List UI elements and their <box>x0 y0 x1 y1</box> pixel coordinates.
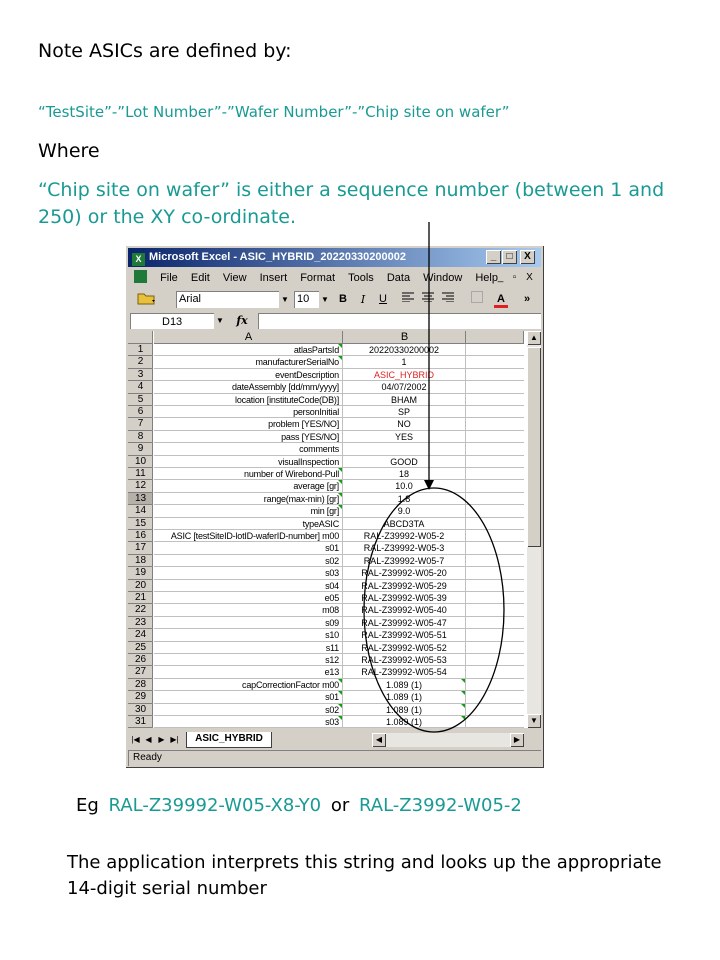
row-header[interactable]: 29 <box>128 691 153 703</box>
cell-a[interactable]: number of Wirebond-Pull <box>154 468 343 480</box>
cell-b[interactable]: RAL-Z39992-W05-20 <box>343 567 466 579</box>
cell-b[interactable]: 18 <box>343 468 466 480</box>
table-row <box>128 592 524 604</box>
table-row <box>128 418 524 430</box>
menu-edit[interactable]: Edit <box>190 272 210 284</box>
table-row <box>128 716 524 728</box>
table-row <box>128 580 524 592</box>
workbook-icon[interactable] <box>134 270 147 283</box>
cell-b[interactable]: RAL-Z39992-W05-3 <box>343 542 466 554</box>
excel-icon: X <box>132 253 145 266</box>
sheet-tab-asic-hybrid[interactable]: ASIC_HYBRID <box>186 732 272 748</box>
cell-c[interactable] <box>466 592 524 604</box>
maximize-button[interactable]: □ <box>502 250 517 264</box>
menu-format[interactable]: Format <box>300 272 336 284</box>
table-row <box>128 666 524 678</box>
table-row <box>128 505 524 517</box>
vertical-scrollbar[interactable] <box>527 331 541 728</box>
cell-a[interactable]: visualInspection <box>154 456 343 468</box>
font-size-select[interactable]: 10 ▼ <box>294 291 331 308</box>
table-row <box>128 691 524 703</box>
first-sheet-icon[interactable]: |◀ <box>131 735 140 744</box>
cell-b[interactable]: RAL-Z39992-W05-39 <box>343 592 466 604</box>
row-header[interactable]: 5 <box>128 394 153 406</box>
row-header[interactable]: 15 <box>128 518 153 530</box>
cell-b[interactable]: RAL-Z39992-W05-7 <box>343 555 466 567</box>
row-header[interactable]: 1 <box>128 344 153 356</box>
cell-c[interactable] <box>466 381 524 393</box>
cell-c[interactable] <box>466 580 524 592</box>
cell-a[interactable]: s02 <box>154 704 343 716</box>
table-row <box>128 443 524 455</box>
formatting-toolbar <box>128 289 541 311</box>
cell-c[interactable] <box>466 704 524 716</box>
excel-window <box>125 245 544 768</box>
row-header[interactable]: 12 <box>128 480 153 492</box>
row-header[interactable]: 14 <box>128 505 153 517</box>
cell-a[interactable]: location [instituteCode(DB)] <box>154 394 343 406</box>
cell-b[interactable]: RAL-Z39992-W05-2 <box>343 530 466 542</box>
cell-b[interactable]: YES <box>343 431 466 443</box>
status-text: Ready <box>133 752 162 763</box>
example-line <box>76 795 526 816</box>
cell-b[interactable]: 1.089 (1) <box>343 704 466 716</box>
row-header[interactable]: 24 <box>128 629 153 641</box>
borders-icon[interactable] <box>468 291 486 308</box>
column-header-a[interactable]: A <box>154 331 343 344</box>
cell-b[interactable]: 9.0 <box>343 505 466 517</box>
italic-button[interactable]: I <box>360 293 366 306</box>
cell-c[interactable] <box>466 716 524 728</box>
row-header[interactable]: 30 <box>128 704 153 716</box>
row-header[interactable]: 10 <box>128 456 153 468</box>
align-center-icon[interactable] <box>420 291 436 308</box>
spreadsheet-grid <box>128 331 541 728</box>
insert-function-icon[interactable]: fx <box>236 314 248 327</box>
chevron-down-icon[interactable]: ▼ <box>319 291 331 308</box>
table-row <box>128 530 524 542</box>
cell-a[interactable]: s01 <box>154 542 343 554</box>
application-explanation: The application interprets this string and looks up the appropriate 14-digit serial number <box>67 852 662 899</box>
prev-sheet-icon[interactable]: ◀ <box>145 735 152 744</box>
scroll-thumb[interactable] <box>527 347 541 547</box>
cell-c[interactable] <box>466 604 524 616</box>
cell-a[interactable]: s10 <box>154 629 343 641</box>
align-right-icon[interactable] <box>440 291 456 308</box>
table-row <box>128 679 524 691</box>
table-row <box>128 518 524 530</box>
open-folder-icon[interactable] <box>134 291 160 308</box>
cell-c[interactable] <box>466 518 524 530</box>
cell-b[interactable]: RAL-Z39992-W05-51 <box>343 629 466 641</box>
cell-c[interactable] <box>466 567 524 579</box>
cell-c[interactable] <box>466 344 524 356</box>
cell-a[interactable]: capCorrectionFactor m00 <box>154 679 343 691</box>
row-header[interactable]: 28 <box>128 679 153 691</box>
cell-a[interactable]: e05 <box>154 592 343 604</box>
row-header[interactable]: 27 <box>128 666 153 678</box>
minimize-button[interactable]: _ <box>486 250 501 264</box>
cell-c[interactable] <box>466 617 524 629</box>
row-header[interactable]: 13 <box>128 493 153 505</box>
table-row <box>128 468 524 480</box>
row-header[interactable]: 31 <box>128 716 153 728</box>
cell-b[interactable]: SP <box>343 406 466 418</box>
cell-a[interactable]: s04 <box>154 580 343 592</box>
cell-a[interactable]: s03 <box>154 716 343 728</box>
cell-a[interactable]: s02 <box>154 555 343 567</box>
table-row <box>128 381 524 393</box>
table-row <box>128 356 524 368</box>
menu-insert[interactable]: Insert <box>259 272 288 284</box>
cell-c[interactable] <box>466 456 524 468</box>
cell-a[interactable]: dateAssembly [dd/mm/yyyy] <box>154 381 343 393</box>
table-row <box>128 394 524 406</box>
table-row <box>128 344 524 356</box>
cell-c[interactable] <box>466 406 524 418</box>
cell-c[interactable] <box>466 394 524 406</box>
cell-b[interactable]: 1 <box>343 356 466 368</box>
cell-b[interactable]: RAL-Z39992-W05-29 <box>343 580 466 592</box>
cell-a[interactable]: s03 <box>154 567 343 579</box>
table-row <box>128 704 524 716</box>
cell-b[interactable]: ABCD3TA <box>343 518 466 530</box>
cell-b[interactable]: 1.089 (1) <box>343 691 466 703</box>
menu-data[interactable]: Data <box>386 272 411 284</box>
cell-b[interactable]: GOOD <box>343 456 466 468</box>
scroll-up-icon[interactable]: ▲ <box>527 331 541 345</box>
example-sequence-id: RAL-Z3992-W05-2 <box>358 795 522 816</box>
cell-a[interactable]: s09 <box>154 617 343 629</box>
cell-a[interactable]: s12 <box>154 654 343 666</box>
cell-a[interactable]: range(max-min) [gr] <box>154 493 343 505</box>
table-row <box>128 493 524 505</box>
asic-definition: “TestSite”-”Lot Number”-”Wafer Number”-”Chip site on wafer” <box>38 103 510 121</box>
row-header[interactable]: 22 <box>128 604 153 616</box>
workbook-restore-button[interactable]: ▫ <box>512 272 517 283</box>
row-header[interactable]: 26 <box>128 654 153 666</box>
table-row <box>128 604 524 616</box>
cell-c[interactable] <box>466 555 524 567</box>
row-header[interactable]: 11 <box>128 468 153 480</box>
cell-c[interactable] <box>466 642 524 654</box>
row-header[interactable]: 19 <box>128 567 153 579</box>
cell-a[interactable]: s01 <box>154 691 343 703</box>
column-header-b[interactable]: B <box>343 331 466 344</box>
note-heading: Note ASICs are defined by: <box>38 40 292 62</box>
cell-c[interactable] <box>466 666 524 678</box>
cell-a[interactable]: problem [YES/NO] <box>154 418 343 430</box>
name-box[interactable]: D13 ▼ <box>130 313 226 329</box>
underline-button[interactable]: U <box>379 293 387 305</box>
row-header[interactable]: 18 <box>128 555 153 567</box>
table-row <box>128 369 524 381</box>
row-header[interactable]: 7 <box>128 418 153 430</box>
row-header[interactable]: 21 <box>128 592 153 604</box>
cell-a[interactable]: manufacturerSerialNo <box>154 356 343 368</box>
row-header[interactable]: 16 <box>128 530 153 542</box>
cell-c[interactable] <box>466 530 524 542</box>
cell-c[interactable] <box>466 629 524 641</box>
title-bar <box>128 248 541 267</box>
row-header[interactable]: 4 <box>128 381 153 393</box>
menu-tools[interactable]: Tools <box>348 272 374 284</box>
cell-a[interactable]: ASIC [testSiteID-lotID-waferID-number] m00 <box>154 530 343 542</box>
table-row <box>128 567 524 579</box>
cell-b[interactable]: 04/07/2002 <box>343 381 466 393</box>
cell-a[interactable]: average [gr] <box>154 480 343 492</box>
cell-b[interactable]: RAL-Z39992-W05-40 <box>343 604 466 616</box>
menu-view[interactable]: View <box>222 272 247 284</box>
table-row <box>128 480 524 492</box>
cell-a[interactable]: eventDescription <box>154 369 343 381</box>
next-sheet-icon[interactable]: ▶ <box>158 735 165 744</box>
table-row <box>128 431 524 443</box>
chevron-down-icon[interactable]: ▼ <box>214 313 226 329</box>
window-title: Microsoft Excel - ASIC_HYBRID_20220330200002 <box>149 251 407 263</box>
cell-b[interactable]: RAL-Z39992-W05-54 <box>343 666 466 678</box>
status-bar <box>128 750 541 766</box>
row-header[interactable]: 23 <box>128 617 153 629</box>
bold-button[interactable]: B <box>339 293 347 305</box>
table-row <box>128 629 524 641</box>
cell-c[interactable] <box>466 418 524 430</box>
menu-help[interactable]: Help <box>475 272 498 284</box>
last-sheet-icon[interactable]: ▶| <box>170 735 179 744</box>
cell-a[interactable]: m08 <box>154 604 343 616</box>
cell-c[interactable] <box>466 542 524 554</box>
cell-c[interactable] <box>466 431 524 443</box>
cell-b[interactable] <box>343 443 466 455</box>
workbook-close-button[interactable]: X <box>526 272 533 283</box>
cell-a[interactable]: atlasPartsId <box>154 344 343 356</box>
row-header[interactable]: 6 <box>128 406 153 418</box>
cell-b[interactable]: 1.089 (1) <box>343 679 466 691</box>
cell-c[interactable] <box>466 356 524 368</box>
cell-b[interactable]: BHAM <box>343 394 466 406</box>
row-header[interactable]: 2 <box>128 356 153 368</box>
example-xy-id: RAL-Z39992-W05-X8-Y0 <box>108 795 322 816</box>
cell-c[interactable] <box>466 369 524 381</box>
row-header[interactable]: 8 <box>128 431 153 443</box>
cell-a[interactable]: personInitial <box>154 406 343 418</box>
cell-a[interactable]: min [gr] <box>154 505 343 517</box>
menu-file[interactable]: File <box>160 272 178 284</box>
menu-window[interactable]: Window <box>423 272 463 284</box>
cell-c[interactable] <box>466 679 524 691</box>
cell-a[interactable]: typeASIC <box>154 518 343 530</box>
row-header[interactable]: 25 <box>128 642 153 654</box>
cell-a[interactable]: s11 <box>154 642 343 654</box>
cell-b[interactable]: 1.8 <box>343 493 466 505</box>
scroll-down-icon[interactable]: ▼ <box>527 714 541 728</box>
align-left-icon[interactable] <box>400 291 416 308</box>
font-name-select[interactable]: Arial ▼ <box>176 291 291 308</box>
cell-a[interactable]: comments <box>154 443 343 455</box>
workbook-minimize-button[interactable]: _ <box>497 272 504 283</box>
font-color-icon[interactable]: A <box>492 291 510 308</box>
cell-b[interactable]: RAL-Z39992-W05-53 <box>343 654 466 666</box>
cell-b[interactable]: 1.089 (1) <box>343 716 466 728</box>
menu-bar <box>128 268 541 288</box>
table-row <box>128 617 524 629</box>
cell-a[interactable]: pass [YES/NO] <box>154 431 343 443</box>
close-button[interactable]: X <box>520 250 535 264</box>
select-all-corner[interactable] <box>128 331 153 344</box>
cell-b[interactable]: NO <box>343 418 466 430</box>
cell-b[interactable]: RAL-Z39992-W05-52 <box>343 642 466 654</box>
table-row <box>128 654 524 666</box>
chevron-down-icon[interactable]: ▼ <box>279 291 291 308</box>
cell-c[interactable] <box>466 443 524 455</box>
row-header[interactable]: 3 <box>128 369 153 381</box>
cell-c[interactable] <box>466 480 524 492</box>
table-row <box>128 555 524 567</box>
cell-c[interactable] <box>466 468 524 480</box>
where-label: Where <box>38 140 100 162</box>
formula-bar <box>128 312 541 330</box>
formula-input[interactable] <box>258 313 541 329</box>
cell-b[interactable]: ASIC_HYBRID <box>343 369 466 381</box>
cell-c[interactable] <box>466 691 524 703</box>
example-or: or <box>330 795 350 816</box>
scroll-right-icon[interactable]: ▶ <box>510 733 524 747</box>
toolbar-overflow-icon[interactable]: » <box>523 293 531 305</box>
table-row <box>128 542 524 554</box>
cell-a[interactable]: e13 <box>154 666 343 678</box>
row-header[interactable]: 20 <box>128 580 153 592</box>
cell-b[interactable]: RAL-Z39992-W05-47 <box>343 617 466 629</box>
cell-c[interactable] <box>466 493 524 505</box>
sheet-tab-bar <box>128 732 541 748</box>
column-header-c[interactable] <box>466 331 524 344</box>
table-row <box>128 406 524 418</box>
row-header[interactable]: 17 <box>128 542 153 554</box>
table-row <box>128 456 524 468</box>
table-row <box>128 642 524 654</box>
scroll-left-icon[interactable]: ◀ <box>372 733 386 747</box>
cell-c[interactable] <box>466 505 524 517</box>
cell-b[interactable]: 20220330200002 <box>343 344 466 356</box>
chip-site-description: “Chip site on wafer” is either a sequence number (between 1 and 250) or the XY co-ordinate. <box>38 179 665 228</box>
row-header[interactable]: 9 <box>128 443 153 455</box>
example-prefix: Eg <box>76 795 99 816</box>
horizontal-scrollbar[interactable] <box>372 733 524 747</box>
cell-b[interactable]: 10.0 <box>343 480 466 492</box>
cell-c[interactable] <box>466 654 524 666</box>
